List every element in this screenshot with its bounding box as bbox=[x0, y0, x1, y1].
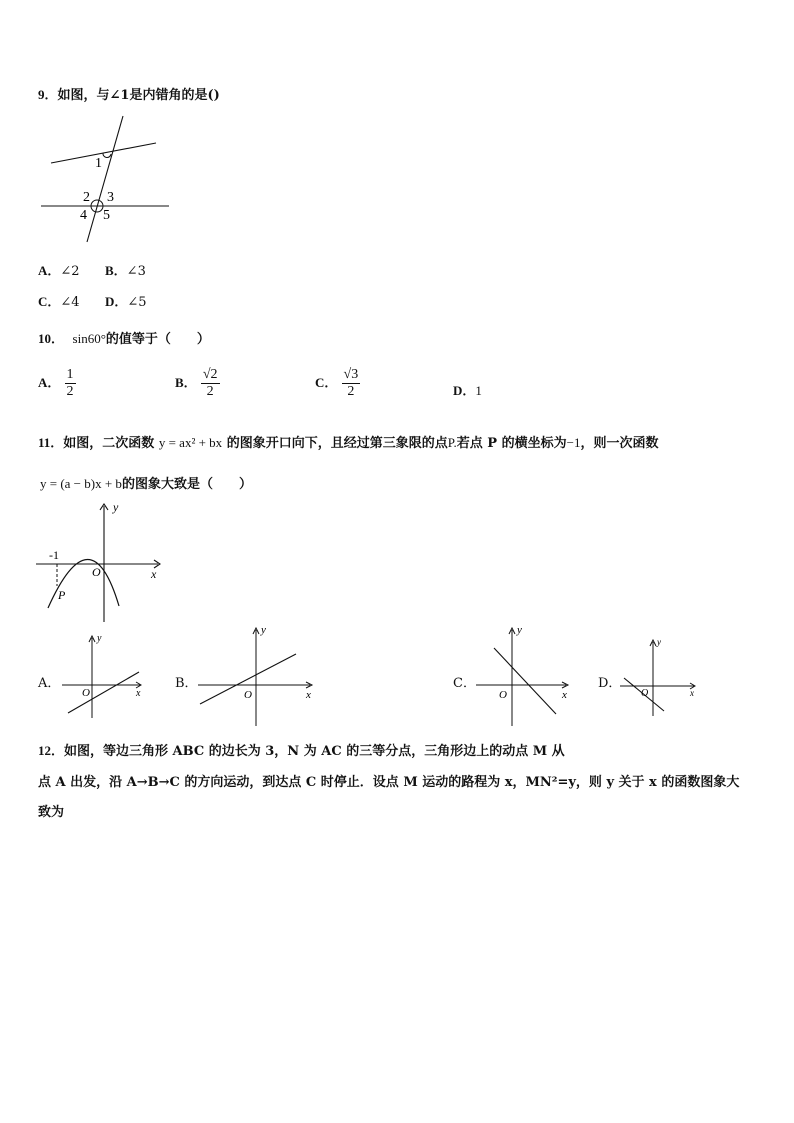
q10-option-c-letter: C． bbox=[315, 375, 338, 391]
q11-parabola-figure bbox=[34, 498, 169, 626]
q9-label-4: 4 bbox=[80, 208, 87, 223]
q11-b-x-label: x bbox=[306, 689, 311, 701]
q10-option-c-denominator: 2 bbox=[347, 384, 355, 400]
q9-option-d-value: ∠5 bbox=[127, 295, 147, 310]
q9-option-d-letter: D． bbox=[105, 294, 128, 309]
q11-text-a: 如图，二次函数 bbox=[63, 436, 155, 451]
q11-stem-line2 bbox=[40, 473, 252, 492]
q10-option-c-fraction bbox=[342, 367, 361, 400]
q9-angle1-arc bbox=[103, 153, 111, 158]
q12-line1 bbox=[38, 740, 565, 759]
q10-text: 的值等于（ ） bbox=[105, 332, 210, 347]
q9-upper-line bbox=[51, 143, 156, 163]
q9-figure bbox=[36, 112, 176, 247]
q9-option-d[interactable] bbox=[105, 291, 147, 310]
q11-point: P. bbox=[447, 435, 457, 450]
q9-label-5: 5 bbox=[103, 208, 110, 223]
q9-option-c-value: ∠4 bbox=[60, 295, 80, 310]
q11-b-y-label: y bbox=[261, 624, 266, 636]
q11-d-origin: O bbox=[641, 688, 649, 699]
q9-text: 如图，与∠1是内错角的是() bbox=[57, 88, 220, 103]
q12-text-line1: 如图，等边三角形 ABC 的边长为 3，N 为 AC 的三等分点，三角形边上的动点 M 从 bbox=[64, 744, 565, 759]
q11-label-p: P bbox=[58, 588, 66, 602]
q10-option-a[interactable] bbox=[38, 367, 76, 400]
q11-label-x: x bbox=[151, 567, 157, 581]
q10-option-d-letter: D． bbox=[453, 383, 476, 398]
q9-label-3: 3 bbox=[107, 190, 114, 205]
q11-b-origin: O bbox=[244, 689, 252, 701]
q10-option-d-value: 1 bbox=[475, 383, 482, 398]
q11-text-b: 的图象开口向下，且经过第三象限的点 bbox=[226, 436, 448, 451]
q10-option-d[interactable] bbox=[453, 380, 482, 399]
q10-option-b-denominator: 2 bbox=[206, 384, 214, 400]
q11-option-c-letter[interactable]: C． bbox=[453, 676, 476, 691]
q11-label-origin: O bbox=[92, 565, 101, 579]
q10-option-b[interactable] bbox=[175, 367, 220, 400]
q9-label-2: 2 bbox=[83, 190, 90, 205]
q9-number: 9． bbox=[38, 87, 58, 102]
q11-c-line bbox=[494, 648, 556, 714]
q11-a-y-label: y bbox=[97, 633, 102, 644]
q10-option-b-letter: B． bbox=[175, 375, 197, 391]
q11-a-origin: O bbox=[82, 687, 90, 699]
q11-option-d-graph[interactable] bbox=[618, 634, 700, 718]
q11-a-line bbox=[68, 672, 139, 713]
q10-option-c[interactable] bbox=[315, 367, 360, 400]
q10-option-a-letter: A． bbox=[38, 375, 61, 391]
q11-option-a-letter[interactable]: A． bbox=[38, 676, 61, 691]
q9-option-c[interactable] bbox=[38, 291, 80, 310]
q10-expr: sin60° bbox=[72, 331, 106, 346]
q10-option-a-denominator: 2 bbox=[66, 384, 74, 400]
q12-line2: 点 A 出发，沿 A→B→C 的方向运动，到达点 C 时停止．设点 M 运动的路程为 x，MN²=y，则 y 关于 x 的函数图象大 bbox=[38, 775, 740, 790]
q10-number: 10． bbox=[38, 331, 65, 346]
q11-expr-b: y = (a − b)x + b bbox=[40, 476, 122, 491]
q11-label-y: y bbox=[113, 500, 119, 514]
q11-c-y-label: y bbox=[517, 624, 522, 636]
q10-stem bbox=[38, 328, 210, 347]
q9-option-a-value: ∠2 bbox=[60, 264, 80, 279]
q9-option-c-letter: C． bbox=[38, 294, 61, 309]
q9-label-1: 1 bbox=[95, 156, 102, 171]
q9-stem bbox=[38, 84, 220, 103]
q9-transversal bbox=[87, 116, 123, 242]
q11-option-c-graph[interactable] bbox=[474, 622, 578, 728]
q11-stem-line1 bbox=[38, 432, 658, 451]
q9-option-b-value: ∠3 bbox=[126, 264, 146, 279]
q11-option-b-letter[interactable]: B． bbox=[175, 676, 198, 691]
q11-text-d: ，则一次函数 bbox=[580, 436, 659, 451]
q11-option-a-graph[interactable] bbox=[60, 630, 148, 720]
q11-text-e: 的图象大致是（ ） bbox=[121, 477, 252, 492]
q11-a-x-label: x bbox=[136, 688, 141, 699]
q11-d-x-label: x bbox=[690, 688, 694, 698]
q10-option-c-numerator: √3 bbox=[342, 367, 361, 384]
q12-line3: 致为 bbox=[38, 805, 65, 820]
q11-value: −1 bbox=[566, 435, 581, 450]
q9-option-b-letter: B． bbox=[105, 263, 127, 278]
q11-label-neg-one: -1 bbox=[49, 548, 59, 562]
q10-option-a-fraction bbox=[65, 367, 76, 400]
q11-text-c: 若点 P 的横坐标为 bbox=[456, 436, 567, 451]
q12-number: 12． bbox=[38, 743, 65, 758]
q11-option-d-letter[interactable]: D． bbox=[598, 676, 622, 691]
q11-d-y-label: y bbox=[657, 637, 661, 647]
q9-option-b[interactable] bbox=[105, 260, 146, 279]
q9-option-a-letter: A． bbox=[38, 263, 61, 278]
q11-c-x-label: x bbox=[562, 689, 567, 701]
q10-option-b-fraction bbox=[201, 367, 220, 400]
q11-number: 11． bbox=[38, 435, 64, 450]
q11-expr-a: y = ax² + bx bbox=[158, 435, 223, 450]
q11-option-b-graph[interactable] bbox=[196, 622, 320, 728]
q10-option-a-numerator: 1 bbox=[65, 367, 76, 384]
q11-c-origin: O bbox=[499, 689, 507, 701]
q9-option-a[interactable] bbox=[38, 260, 80, 279]
q10-option-b-numerator: √2 bbox=[201, 367, 220, 384]
